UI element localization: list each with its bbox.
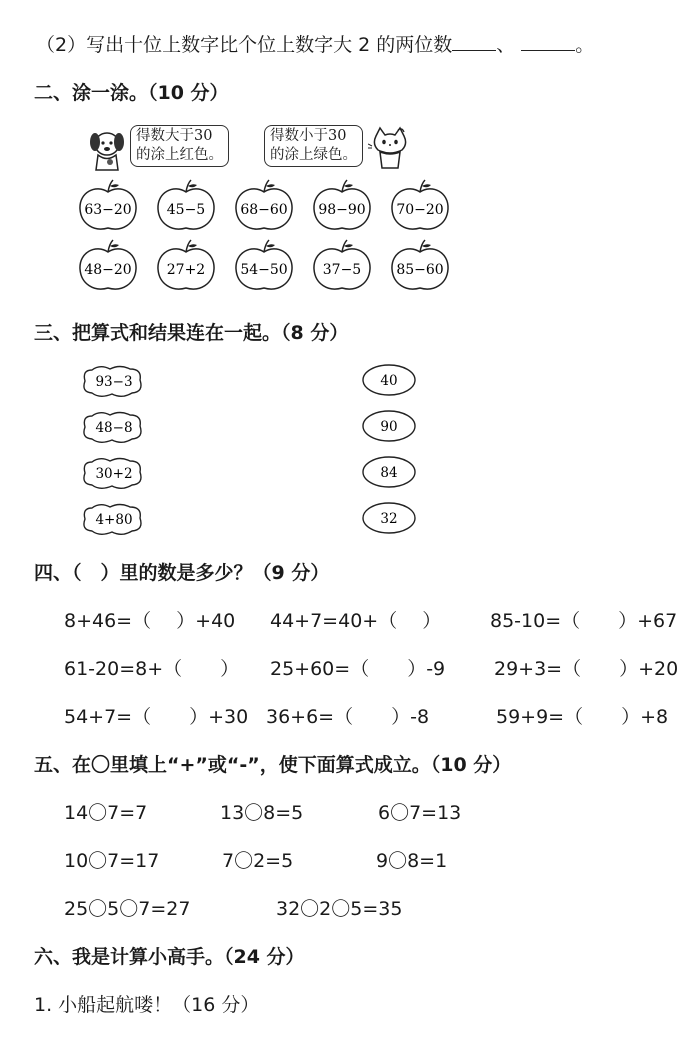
period: 。 [575, 34, 595, 56]
expression-cloud-2[interactable] [84, 413, 141, 443]
section-2-title: 二、涂一涂。（10 分） [34, 82, 229, 104]
cat-icon [368, 126, 412, 172]
result-oval-4[interactable] [363, 503, 415, 533]
s4-r2-c3[interactable]: 29+3=（ ）+20 [494, 658, 679, 680]
apple-2-4[interactable] [314, 240, 370, 289]
apple-label: 48−20 [84, 262, 132, 278]
apple-label: 85−60 [396, 262, 444, 278]
apple-label: 98−90 [318, 202, 366, 218]
result-oval-1[interactable] [363, 365, 415, 395]
result-oval-3[interactable] [363, 457, 415, 487]
s4-r3-c1[interactable]: 54+7=（ ）+30 [64, 706, 249, 728]
apple-2-2[interactable] [158, 240, 214, 289]
apple-2-1[interactable] [80, 240, 136, 289]
expression-label: 93−3 [95, 374, 133, 390]
answer-blank-2[interactable] [521, 32, 575, 51]
result-label: 40 [380, 373, 398, 389]
expression-label: 30+2 [95, 466, 133, 482]
apple-2-5[interactable] [392, 240, 448, 289]
bubble-left: 得数大于30 的涂上红色。 [130, 125, 229, 167]
expression-cloud-3[interactable] [84, 459, 141, 489]
s5-r2-c3[interactable]: 9〇8=1 [376, 850, 448, 872]
s5-r2-c2[interactable]: 7〇2=5 [222, 850, 294, 872]
apple-1-3[interactable] [236, 180, 292, 229]
expression-label: 4+80 [95, 512, 133, 528]
result-label: 90 [380, 419, 398, 435]
apple-label: 63−20 [84, 202, 132, 218]
bubble-right: 得数小于30 的涂上绿色。 [264, 125, 363, 167]
s4-r1-c1[interactable]: 8+46=（ ）+40 [64, 610, 236, 632]
apple-2-3[interactable] [236, 240, 292, 289]
s5-r3-c1[interactable]: 25〇5〇7=27 [64, 898, 191, 920]
apple-label: 37−5 [322, 262, 362, 278]
section-4-title: 四、（ ）里的数是多少？（9 分） [34, 562, 330, 584]
question-2-line [36, 30, 594, 57]
expression-cloud-4[interactable] [84, 505, 141, 535]
section-3-title: 三、把算式和结果连在一起。（8 分） [34, 322, 349, 344]
separator: 、 [496, 34, 516, 56]
result-oval-2[interactable] [363, 411, 415, 441]
s4-r2-c2[interactable]: 25+60=（ ）-9 [270, 658, 446, 680]
apple-label: 45−5 [166, 202, 206, 218]
question-2-text: （2）写出十位上数字比个位上数字大 2 的两位数 [36, 34, 453, 56]
s5-r2-c1[interactable]: 10〇7=17 [64, 850, 160, 872]
s5-r1-c2[interactable]: 13〇8=5 [220, 802, 304, 824]
apple-1-4[interactable] [314, 180, 370, 229]
section-5-title: 五、在〇里填上“+”或“-”，使下面算式成立。（10 分） [34, 754, 512, 776]
s4-r3-c2[interactable]: 36+6=（ ）-8 [266, 706, 430, 728]
section-6-title: 六、我是计算小高手。（24 分） [34, 946, 305, 968]
apple-label: 70−20 [396, 202, 444, 218]
s5-r1-c3[interactable]: 6〇7=13 [378, 802, 462, 824]
s4-r1-c3[interactable]: 85-10=（ ）+67 [490, 610, 678, 632]
answer-blank-1[interactable] [452, 32, 496, 51]
apple-1-2[interactable] [158, 180, 214, 229]
section-6-sub-1: 1. 小船起航喽！（16 分） [34, 994, 260, 1016]
matching-area [78, 360, 428, 540]
apples-grid [78, 178, 458, 290]
apple-label: 54−50 [240, 262, 288, 278]
expression-cloud-1[interactable] [84, 367, 141, 397]
result-label: 84 [380, 465, 398, 481]
apple-1-5[interactable] [392, 180, 448, 229]
s4-r3-c3[interactable]: 59+9=（ ）+8 [496, 706, 669, 728]
result-label: 32 [380, 511, 398, 527]
dog-icon [86, 128, 128, 174]
expression-label: 48−8 [95, 420, 133, 436]
s4-r1-c2[interactable]: 44+7=40+（ ） [270, 610, 442, 632]
apple-1-1[interactable] [80, 180, 136, 229]
s5-r3-c2[interactable]: 32〇2〇5=35 [276, 898, 403, 920]
s4-r2-c1[interactable]: 61-20=8+（ ） [64, 658, 240, 680]
s5-r1-c1[interactable]: 14〇7=7 [64, 802, 148, 824]
apple-label: 27+2 [166, 262, 206, 278]
apple-label: 68−60 [240, 202, 288, 218]
